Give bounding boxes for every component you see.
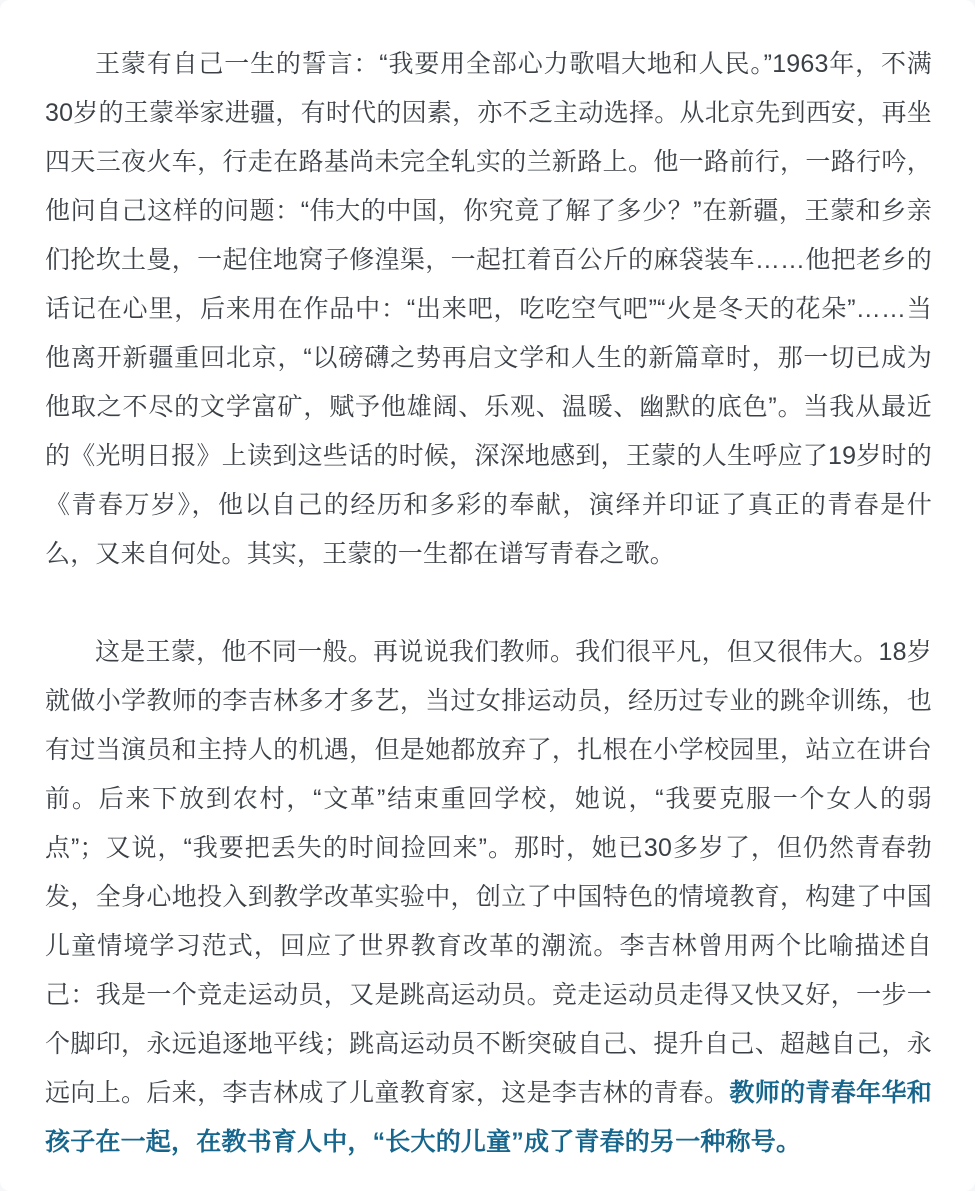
paragraph-li-jilin xyxy=(45,628,932,1167)
paragraph-text: 这是王蒙，他不同一般。再说说我们教师。我们很平凡，但又很伟大。18岁就做小学教师的李吉林多才多艺，当过女排运动员，经历过专业的跳伞训练，也有过当演员和主持人的机遇，但是她都放弃了，扎根在小学校园里，站立在讲台前。后来下放到农村，“文革”结束重回学校，她说，“我要克服一个女人的弱点”；又说，“我要把丢失的时间捡回来”。那时，她已30多岁了，但仍然青春勃发，全身心地投入到教学改革实验中，创立了中国特色的情境教育，构建了中国儿童情境学习范式，回应了世界教育改革的潮流。李吉林曾用两个比喻描述自己：我是一个竞走运动员，又是跳高运动员。竞走运动员走得又快又好，一步一个脚印，永远追逐地平线；跳高运动员不断突破自己、提升自己、超越自己，永远向上。后来，李吉林成了儿童教育家，这是李吉林的青春。 xyxy=(45,638,932,1107)
paragraph-text: 王蒙有自己一生的誓言：“我要用全部心力歌唱大地和人民。”1963年，不满30岁的王蒙举家进疆，有时代的因素，亦不乏主动选择。从北京先到西安，再坐四天三夜火车，行走在路基尚未完全轧实的兰新路上。他一路前行，一路行吟，他问自己这样的问题：“伟大的中国，你究竟了解了多少？”在新疆，王蒙和乡亲们抡坎土曼，一起住地窝子修湟渠，一起扛着百公斤的麻袋装车……他把老乡的话记在心里，后来用在作品中：“出来吧，吃吃空气吧”“火是冬天的花朵”……当他离开新疆重回北京，“以磅礴之势再启文学和人生的新篇章时，那一切已成为他取之不尽的文学富矿，赋予他雄阔、乐观、温暖、幽默的底色”。当我从最近的《光明日报》上读到这些话的时候，深深地感到，王蒙的人生呼应了19岁时的《青春万岁》，他以自己的经历和多彩的奉献，演绎并印证了真正的青春是什么，又来自何处。其实，王蒙的一生都在谱写青春之歌。 xyxy=(45,50,932,568)
paragraph-wang-meng xyxy=(45,40,932,579)
highlighted-sentence: 教师的青春年华和孩子在一起，在教书育人中，“长大的儿童”成了青春的另一种称号。 xyxy=(45,1079,933,1156)
article-body xyxy=(45,40,932,1167)
